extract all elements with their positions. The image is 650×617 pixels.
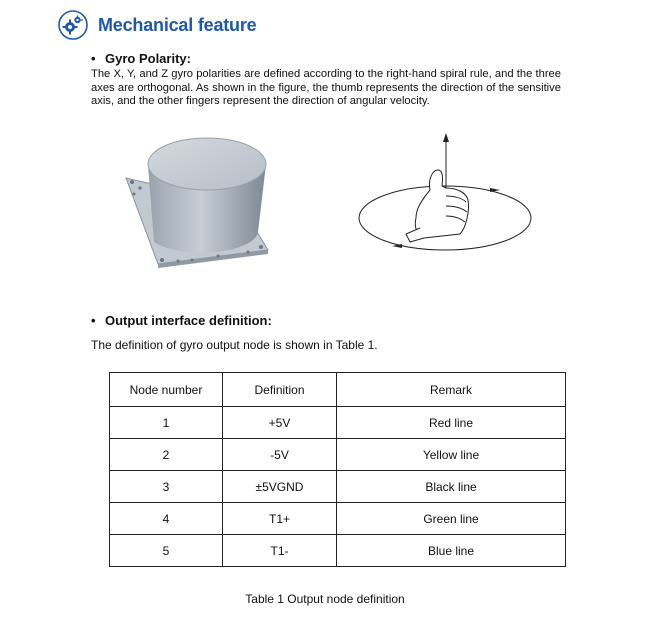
node-number-cell: 2 xyxy=(110,439,223,471)
gyro-polarity-heading xyxy=(91,51,191,66)
remark-cell: Blue line xyxy=(337,535,566,567)
page-title: Mechanical feature xyxy=(98,14,257,35)
bullet: • xyxy=(91,313,96,328)
remark-cell: Black line xyxy=(337,471,566,503)
column-header-node-number: Node number xyxy=(110,373,223,407)
output-node-table xyxy=(109,372,566,567)
node-number-cell: 5 xyxy=(110,535,223,567)
table-header-row xyxy=(110,373,566,407)
section-header xyxy=(58,8,256,42)
definition-cell: T1- xyxy=(223,535,337,567)
definition-cell: T1+ xyxy=(223,503,337,535)
remark-cell: Green line xyxy=(337,503,566,535)
right-hand-rule-illustration xyxy=(350,130,540,270)
column-header-definition: Definition xyxy=(223,373,337,407)
table-row xyxy=(110,503,566,535)
table-caption: Table 1 Output node definition xyxy=(245,592,405,606)
bullet: • xyxy=(91,51,96,66)
remark-cell: Red line xyxy=(337,407,566,439)
gears-icon xyxy=(58,10,88,40)
definition-cell: -5V xyxy=(223,439,337,471)
node-number-cell: 4 xyxy=(110,503,223,535)
table-row xyxy=(110,439,566,471)
column-header-remark: Remark xyxy=(337,373,566,407)
output-interface-heading-text: Output interface definition: xyxy=(105,313,272,328)
definition-cell: ±5VGND xyxy=(223,471,337,503)
table-row xyxy=(110,535,566,567)
node-number-cell: 3 xyxy=(110,471,223,503)
table-row xyxy=(110,407,566,439)
gyro-polarity-paragraph: The X, Y, and Z gyro polarities are defined according to the right-hand spiral rule, and the three axes are orthogonal. As shown in the figure, the thumb represents the direction of the sensitive axis, and the other fingers represent the direction of angular velocity. xyxy=(91,68,561,108)
gyro-polarity-heading-text: Gyro Polarity: xyxy=(105,51,191,66)
node-number-cell: 1 xyxy=(110,407,223,439)
output-interface-intro: The definition of gyro output node is shown in Table 1. xyxy=(91,338,378,352)
definition-cell: +5V xyxy=(223,407,337,439)
output-interface-heading xyxy=(91,313,272,328)
table-row xyxy=(110,471,566,503)
remark-cell: Yellow line xyxy=(337,439,566,471)
gyro-device-illustration xyxy=(118,130,278,270)
